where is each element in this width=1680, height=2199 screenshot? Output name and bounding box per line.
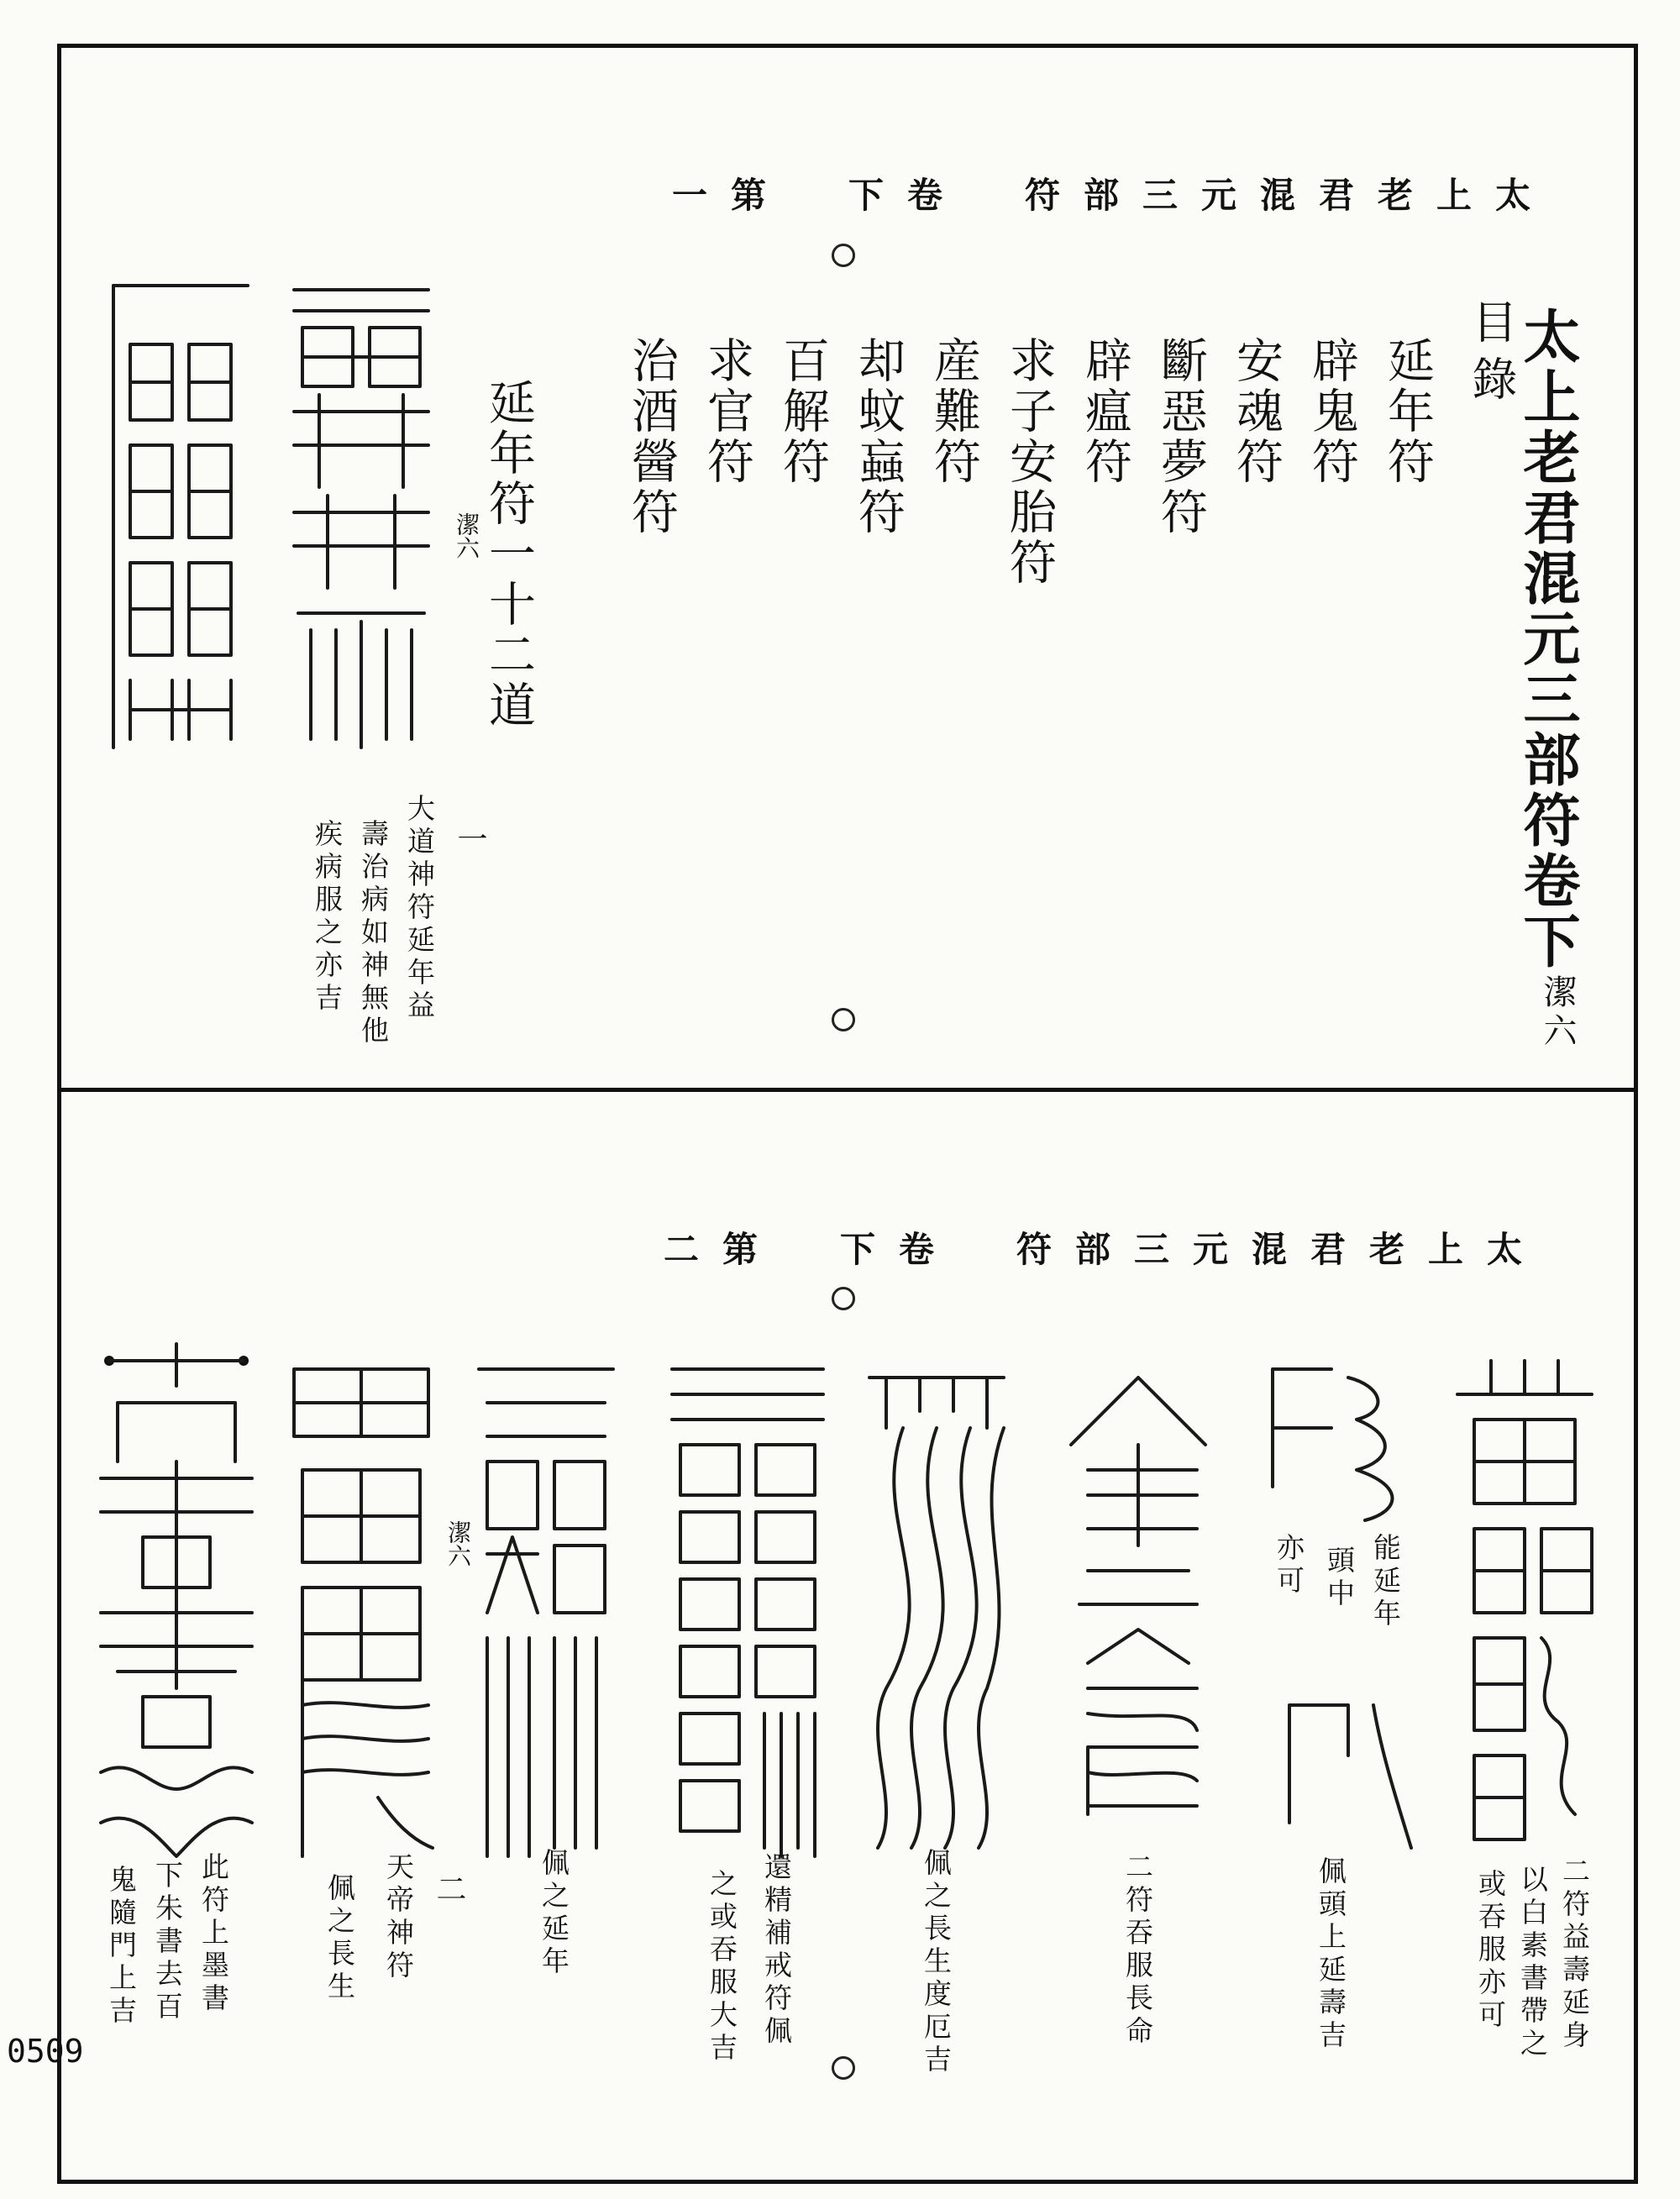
talisman-note: 以白素書帶之 <box>1516 1865 1549 2061</box>
talisman-number: 二 <box>432 1873 466 1908</box>
top-running-head: 太上老君混元三部符 卷下 第一 <box>672 175 1555 216</box>
talisman-note: 佩之長生 <box>323 1873 356 2004</box>
talisman-water <box>853 1352 1021 1856</box>
talisman-dense <box>664 1344 832 1873</box>
toc-item: 延年符 <box>1380 336 1435 487</box>
top-binding-hole-2 <box>832 1008 855 1031</box>
inline-note: 頭中 <box>1323 1546 1356 1611</box>
talisman-zhu <box>84 1336 269 1873</box>
section-mark: 潔六 <box>453 512 480 559</box>
talisman-note: 二符益壽延身 <box>1558 1856 1591 2053</box>
talisman-note: 天帝神符 <box>382 1852 415 1983</box>
talisman-note: 還精補戒符佩 <box>760 1852 793 2049</box>
inline-note: 亦可 <box>1273 1533 1305 1598</box>
toc-item: 産難符 <box>927 336 981 487</box>
talisman-note: 大道神符延年益 <box>403 794 436 1023</box>
talisman-note: 之或吞服大吉 <box>706 1869 738 2065</box>
volume-mark: 潔六 <box>1538 974 1577 1052</box>
talisman-yao <box>462 1344 630 1865</box>
talisman-note: 佩頭上延壽吉 <box>1315 1856 1347 2053</box>
toc-item: 百解符 <box>775 336 830 487</box>
inline-note: 能延年 <box>1369 1533 1402 1631</box>
page-number: 0509 <box>7 2033 84 2070</box>
page-divider <box>57 1088 1638 1092</box>
toc-item: 求官符 <box>700 336 754 487</box>
talisman-note: 下朱書去百 <box>151 1860 184 2024</box>
bottom-binding-hole-2 <box>832 2056 855 2080</box>
talisman-yannian-1 <box>277 269 445 756</box>
toc-item: 求子安胎符 <box>1002 336 1057 588</box>
talisman-note: 二符吞服長命 <box>1121 1852 1154 2049</box>
talisman-rixiang <box>97 269 265 756</box>
bottom-binding-hole-1 <box>832 1287 855 1310</box>
catalog-label: 目錄 <box>1465 298 1518 412</box>
toc-item: 辟鬼符 <box>1305 336 1359 487</box>
talisman-note: 或吞服亦可 <box>1474 1869 1507 2033</box>
talisman-note: 疾病服之亦吉 <box>311 819 344 1016</box>
talisman-note: 壽治病如神無他 <box>357 819 390 1048</box>
talisman-jin <box>1054 1361 1222 1831</box>
talisman-note: 此符上墨書 <box>197 1852 230 2016</box>
toc-item: 治酒醟符 <box>624 336 679 538</box>
talisman-tiandi <box>277 1344 445 1865</box>
section-mark: 潔六 <box>444 1520 472 1567</box>
toc-item: 斷惡夢符 <box>1153 336 1208 538</box>
toc-item: 辟瘟符 <box>1078 336 1132 487</box>
top-binding-hole-1 <box>832 244 855 267</box>
volume-title: 太上老君混元三部符卷下 <box>1514 307 1581 972</box>
talisman-note: 鬼隨門上吉 <box>105 1865 138 2028</box>
talisman-number: 一 <box>453 823 487 858</box>
talisman-note: 佩之延年 <box>538 1848 570 1979</box>
toc-item: 却蚊蝱符 <box>851 336 906 538</box>
section-heading: 延年符一十二道 <box>481 378 536 731</box>
talisman-note: 佩之長生度厄吉 <box>920 1848 953 2077</box>
toc-item: 安魂符 <box>1229 336 1284 487</box>
talisman-shanri <box>1441 1344 1609 1848</box>
bottom-running-head: 太上老君混元三部符 卷下 第二 <box>664 1229 1546 1270</box>
